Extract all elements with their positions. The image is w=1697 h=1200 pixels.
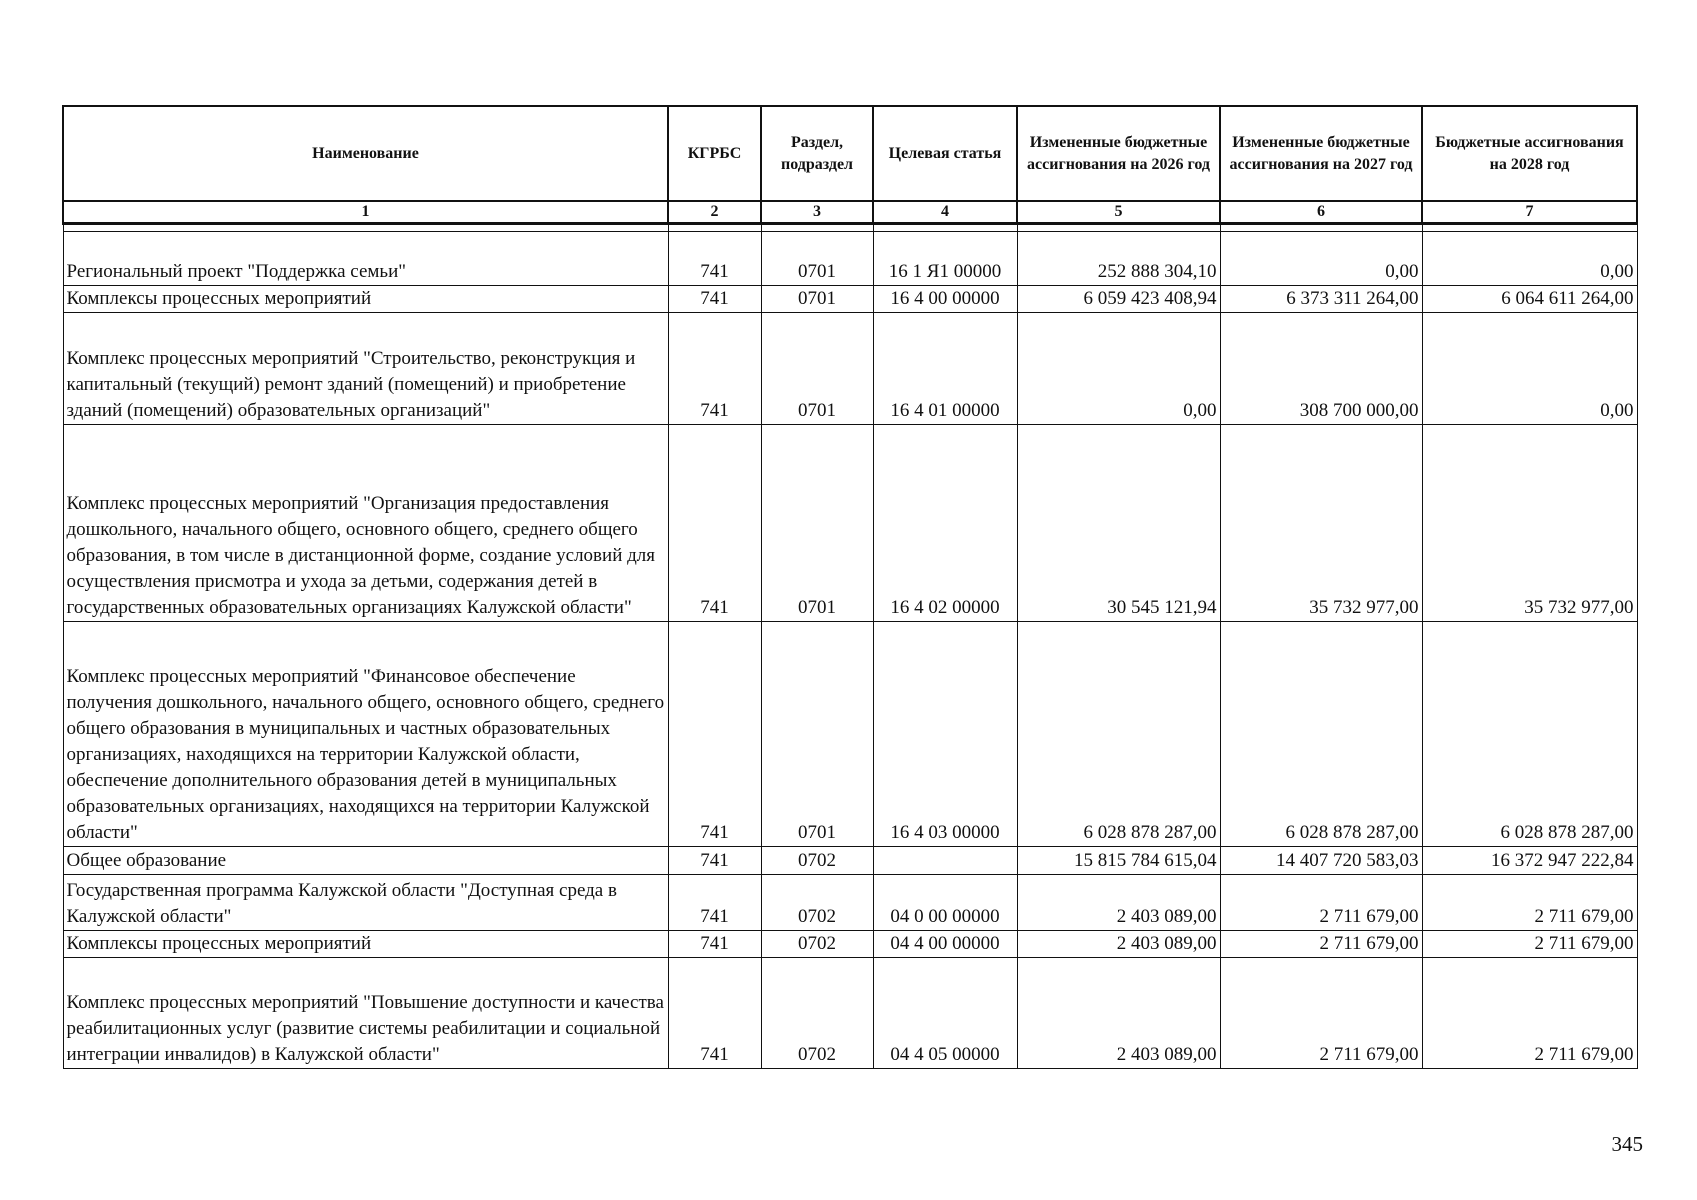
row-razdel: 0702	[761, 958, 873, 1069]
table-row	[63, 622, 1637, 847]
header-2026: Измененные бюджетные ассигнования на 2026 год	[1017, 106, 1220, 201]
header-razdel: Раздел, подраздел	[761, 106, 873, 201]
row-2027: 35 732 977,00	[1220, 425, 1422, 622]
row-2026: 252 888 304,10	[1017, 232, 1220, 286]
row-2026: 2 403 089,00	[1017, 958, 1220, 1069]
row-name: Комплекс процессных мероприятий "Финансовое обеспечение получения дошкольного, начального общего, основного общего, среднего общего образования в муниципальных и частных образовательных организациях, находящихся на территории Калужской области, обеспечение дополнительного образования детей в муниципальных образовательных организациях, находящихся на территории Калужской области"	[63, 622, 668, 847]
row-razdel: 0701	[761, 425, 873, 622]
row-name: Комплексы процессных мероприятий	[63, 931, 668, 958]
row-2027: 2 711 679,00	[1220, 958, 1422, 1069]
row-2028: 2 711 679,00	[1422, 958, 1637, 1069]
row-2028: 2 711 679,00	[1422, 931, 1637, 958]
column-number-row	[63, 201, 1637, 224]
row-kgrbs: 741	[668, 847, 761, 875]
row-statya: 16 4 01 00000	[873, 313, 1017, 425]
row-name: Общее образование	[63, 847, 668, 875]
row-2026: 6 028 878 287,00	[1017, 622, 1220, 847]
row-2028: 35 732 977,00	[1422, 425, 1637, 622]
table-row	[63, 847, 1637, 875]
row-kgrbs: 741	[668, 286, 761, 313]
header-2028: Бюджетные ассигнования на 2028 год	[1422, 106, 1637, 201]
row-razdel: 0702	[761, 847, 873, 875]
header-2027: Измененные бюджетные ассигнования на 2027 год	[1220, 106, 1422, 201]
row-name: Комплекс процессных мероприятий "Строительство, реконструкция и капитальный (текущий) ремонт зданий (помещений) и приобретение зданий (помещений) образовательных организаций"	[63, 313, 668, 425]
table-row	[63, 313, 1637, 425]
row-2028: 16 372 947 222,84	[1422, 847, 1637, 875]
table-row	[63, 958, 1637, 1069]
column-number: 6	[1220, 201, 1422, 224]
row-name: Комплекс процессных мероприятий "Организация предоставления дошкольного, начального общего, основного общего, среднего общего образования, в том числе в дистанционной форме, создание условий для осуществления присмотра и ухода за детьми, содержания детей в государственных образовательных организациях Калужской области"	[63, 425, 668, 622]
row-razdel: 0701	[761, 286, 873, 313]
row-2027: 308 700 000,00	[1220, 313, 1422, 425]
row-name: Региональный проект "Поддержка семьи"	[63, 232, 668, 286]
row-statya: 16 4 00 00000	[873, 286, 1017, 313]
row-name: Комплекс процессных мероприятий "Повышение доступности и качества реабилитационных услуг (развитие системы реабилитации и социальной интеграции инвалидов) в Калужской области"	[63, 958, 668, 1069]
row-2026: 30 545 121,94	[1017, 425, 1220, 622]
column-number: 4	[873, 201, 1017, 224]
row-razdel: 0702	[761, 875, 873, 931]
page-number: 345	[1611, 1132, 1643, 1156]
row-statya: 04 0 00 00000	[873, 875, 1017, 931]
row-2028: 6 064 611 264,00	[1422, 286, 1637, 313]
row-razdel: 0701	[761, 232, 873, 286]
row-2026: 0,00	[1017, 313, 1220, 425]
row-kgrbs: 741	[668, 958, 761, 1069]
row-2028: 0,00	[1422, 232, 1637, 286]
row-2026: 15 815 784 615,04	[1017, 847, 1220, 875]
row-kgrbs: 741	[668, 425, 761, 622]
row-statya: 04 4 00 00000	[873, 931, 1017, 958]
table-row	[63, 875, 1637, 931]
row-2027: 6 028 878 287,00	[1220, 622, 1422, 847]
row-kgrbs: 741	[668, 931, 761, 958]
row-razdel: 0701	[761, 313, 873, 425]
row-statya: 16 1 Я1 00000	[873, 232, 1017, 286]
row-2027: 2 711 679,00	[1220, 875, 1422, 931]
row-kgrbs: 741	[668, 875, 761, 931]
row-kgrbs: 741	[668, 232, 761, 286]
row-statya	[873, 847, 1017, 875]
row-2027: 2 711 679,00	[1220, 931, 1422, 958]
header-kgrbs: КГРБС	[668, 106, 761, 201]
row-razdel: 0702	[761, 931, 873, 958]
row-statya: 16 4 02 00000	[873, 425, 1017, 622]
row-2027: 0,00	[1220, 232, 1422, 286]
row-2028: 6 028 878 287,00	[1422, 622, 1637, 847]
header-statya: Целевая статья	[873, 106, 1017, 201]
row-name: Государственная программа Калужской области "Доступная среда в Калужской области"	[63, 875, 668, 931]
column-number: 1	[63, 201, 668, 224]
column-number: 7	[1422, 201, 1637, 224]
row-2026: 2 403 089,00	[1017, 931, 1220, 958]
row-2027: 14 407 720 583,03	[1220, 847, 1422, 875]
row-kgrbs: 741	[668, 313, 761, 425]
row-2026: 6 059 423 408,94	[1017, 286, 1220, 313]
row-2026: 2 403 089,00	[1017, 875, 1220, 931]
table-row	[63, 931, 1637, 958]
budget-table	[62, 105, 1638, 1069]
row-statya: 16 4 03 00000	[873, 622, 1017, 847]
row-2028: 2 711 679,00	[1422, 875, 1637, 931]
header-row	[63, 106, 1637, 201]
table-row	[63, 425, 1637, 622]
column-number: 5	[1017, 201, 1220, 224]
spacer-row	[63, 224, 1637, 232]
table-row	[63, 232, 1637, 286]
row-statya: 04 4 05 00000	[873, 958, 1017, 1069]
column-number: 2	[668, 201, 761, 224]
header-name: Наименование	[63, 106, 668, 201]
row-kgrbs: 741	[668, 622, 761, 847]
table-row	[63, 286, 1637, 313]
row-name: Комплексы процессных мероприятий	[63, 286, 668, 313]
row-2027: 6 373 311 264,00	[1220, 286, 1422, 313]
row-2028: 0,00	[1422, 313, 1637, 425]
row-razdel: 0701	[761, 622, 873, 847]
column-number: 3	[761, 201, 873, 224]
